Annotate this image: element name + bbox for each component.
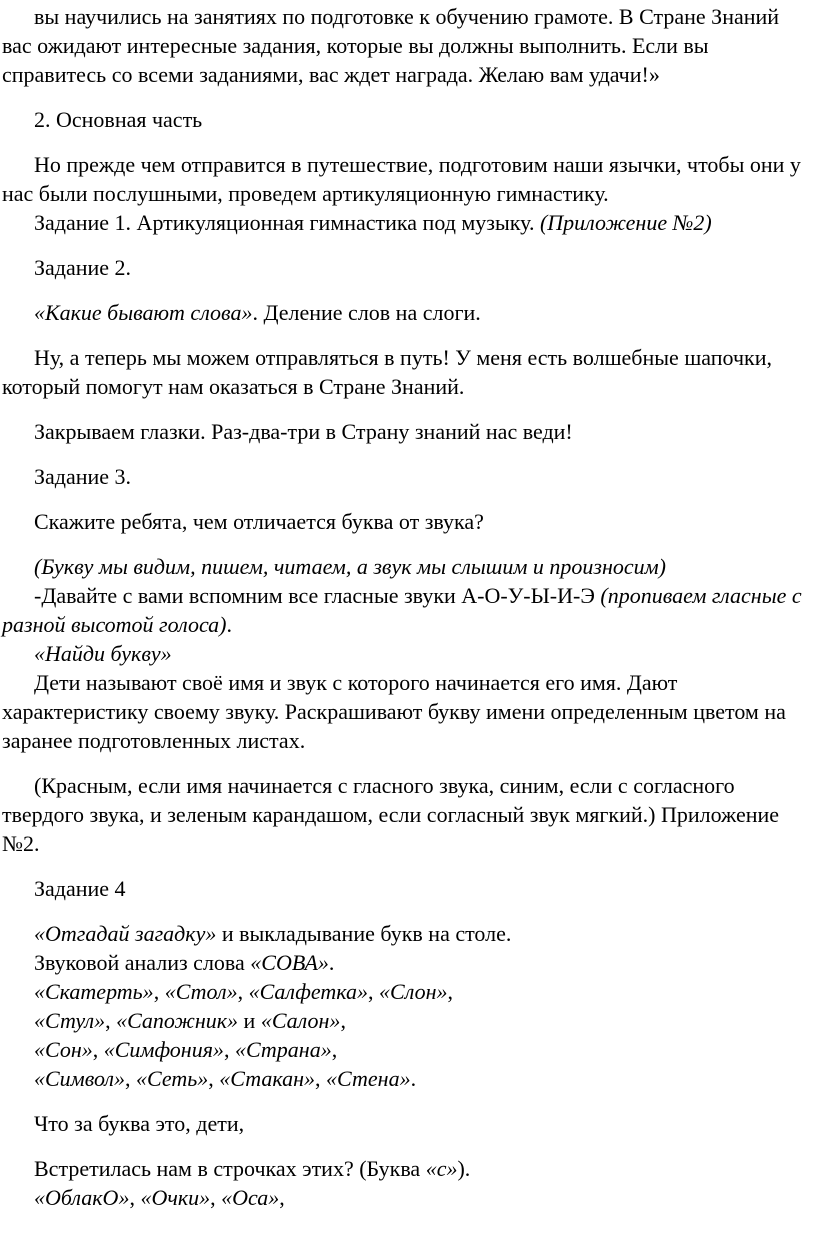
word: «Стул» <box>34 1008 106 1033</box>
separator: , <box>153 979 165 1004</box>
separator: , <box>129 1185 141 1210</box>
word-list-line-1 <box>0 977 816 1006</box>
task-2-text: . Деление слов на слоги. <box>252 300 481 325</box>
word: «Салфетка» <box>248 979 369 1004</box>
word: «Сон» <box>34 1037 93 1062</box>
paragraph-close-eyes: Закрываем глазки. Раз-два-три в Страну знаний нас веди! <box>34 419 573 444</box>
word: «Сеть» <box>136 1066 209 1091</box>
word: «Симфония» <box>103 1037 224 1062</box>
poem-line-1: Что за буква это, дети, <box>34 1111 245 1136</box>
task-4-heading: Задание 4 <box>34 876 126 901</box>
task-1-appendix: (Приложение №2) <box>539 210 712 235</box>
answer-text: (Букву мы видим, пишем, читаем, а звук мы слышим и произносим) <box>34 554 666 579</box>
task-2-heading: Задание 2. <box>34 255 132 280</box>
sound-analysis-word: «СОВА» <box>250 950 329 975</box>
word: «Оса» <box>221 1185 280 1210</box>
vowels-end: . <box>226 612 232 637</box>
separator: и <box>238 1008 261 1033</box>
separator: , <box>340 1008 346 1033</box>
word: «Салон» <box>260 1008 341 1033</box>
word: «Стакан» <box>219 1066 316 1091</box>
word-list-line-5 <box>0 1183 816 1212</box>
separator: , <box>237 979 249 1004</box>
sound-analysis-text: Звуковой анализ слова <box>34 950 251 975</box>
paragraph-preparation: Но прежде чем отправится в путешествие, подготовим наши язычки, чтобы они у нас были послушными, проведем артикуляционную гимнастику. <box>2 152 801 206</box>
section-heading-main: 2. Основная часть <box>34 107 203 132</box>
separator: , <box>208 1066 220 1091</box>
task-2-title: «Какие бывают слова» <box>34 300 253 325</box>
word: «Символ» <box>34 1066 126 1091</box>
word: «Скатерть» <box>34 979 154 1004</box>
poem-letter: «с» <box>425 1156 458 1181</box>
word: «Стол» <box>164 979 238 1004</box>
task-1-line <box>0 208 816 237</box>
separator: . <box>410 1066 417 1091</box>
riddle-line <box>0 919 816 948</box>
word-list-line-3 <box>0 1035 816 1064</box>
separator: , <box>125 1066 137 1091</box>
vowels-note: (пропиваем гласные с разной высотой голоса) <box>2 583 802 637</box>
answer-letter-sound <box>0 552 816 581</box>
riddle-title: «Отгадай загадку» <box>34 921 217 946</box>
word-list-line-4 <box>0 1064 816 1093</box>
paragraph-children-names: Дети называют своё имя и звук с которого начинается его имя. Дают характеристику своему звуку. Раскрашивают букву имени определенным цветом на заранее подготовленных листах. <box>2 670 786 753</box>
paragraph-colors: (Красным, если имя начинается с гласного звука, синим, если с согласного твердого звука, и зеленым карандашом, если согласный звук мягкий.) Приложение №2. <box>2 773 780 856</box>
riddle-text: и выкладывание букв на столе. <box>216 921 512 946</box>
game-find-letter-title: «Найди букву» <box>34 641 172 666</box>
sound-analysis-end: . <box>328 950 335 975</box>
word: «Очки» <box>140 1185 211 1210</box>
poem-line-2-end: ). <box>457 1156 471 1181</box>
question-letter-sound: Скажите ребята, чем отличается буква от звука? <box>34 509 484 534</box>
vowels-text: -Давайте с вами вспомним все гласные звуки А-О-У-Ы-И-Э <box>34 583 601 608</box>
task-3-heading: Задание 3. <box>34 464 132 489</box>
word-list-line-2 <box>0 1006 816 1035</box>
task-2-description <box>0 298 816 327</box>
separator: , <box>105 1008 117 1033</box>
paragraph-journey: Ну, а теперь мы можем отправляться в путь! У меня есть волшебные шапочки, который помогут нам оказаться в Стране Знаний. <box>2 345 772 399</box>
sound-analysis-line <box>0 948 816 977</box>
separator: , <box>447 979 453 1004</box>
separator: , <box>223 1037 235 1062</box>
separator: , <box>210 1185 222 1210</box>
intro-paragraph-end: вы научились на занятиях по подготовке к обучению грамоте. В Стране Знаний вас ожидают интересные задания, которые вы должны выполнить. Если вы справитесь со всеми заданиями, вас ждет награда. Желаю вам удачи!» <box>2 4 780 87</box>
word: «ОблакО» <box>34 1185 130 1210</box>
separator: , <box>315 1066 327 1091</box>
task-1-text: Задание 1. Артикуляционная гимнастика под музыку. <box>34 210 540 235</box>
vowels-line <box>0 581 816 639</box>
word: «Стена» <box>326 1066 411 1091</box>
poem-line-2-text: Встретилась нам в строчках этих? (Буква <box>34 1156 426 1181</box>
separator: , <box>331 1037 338 1062</box>
word: «Сапожник» <box>116 1008 239 1033</box>
separator: , <box>92 1037 104 1062</box>
word: «Слон» <box>379 979 448 1004</box>
poem-line-2 <box>0 1154 816 1183</box>
separator: , <box>368 979 380 1004</box>
separator: , <box>279 1185 285 1210</box>
game-find-letter <box>0 639 816 668</box>
word: «Страна» <box>234 1037 332 1062</box>
document-page <box>0 2 816 1212</box>
